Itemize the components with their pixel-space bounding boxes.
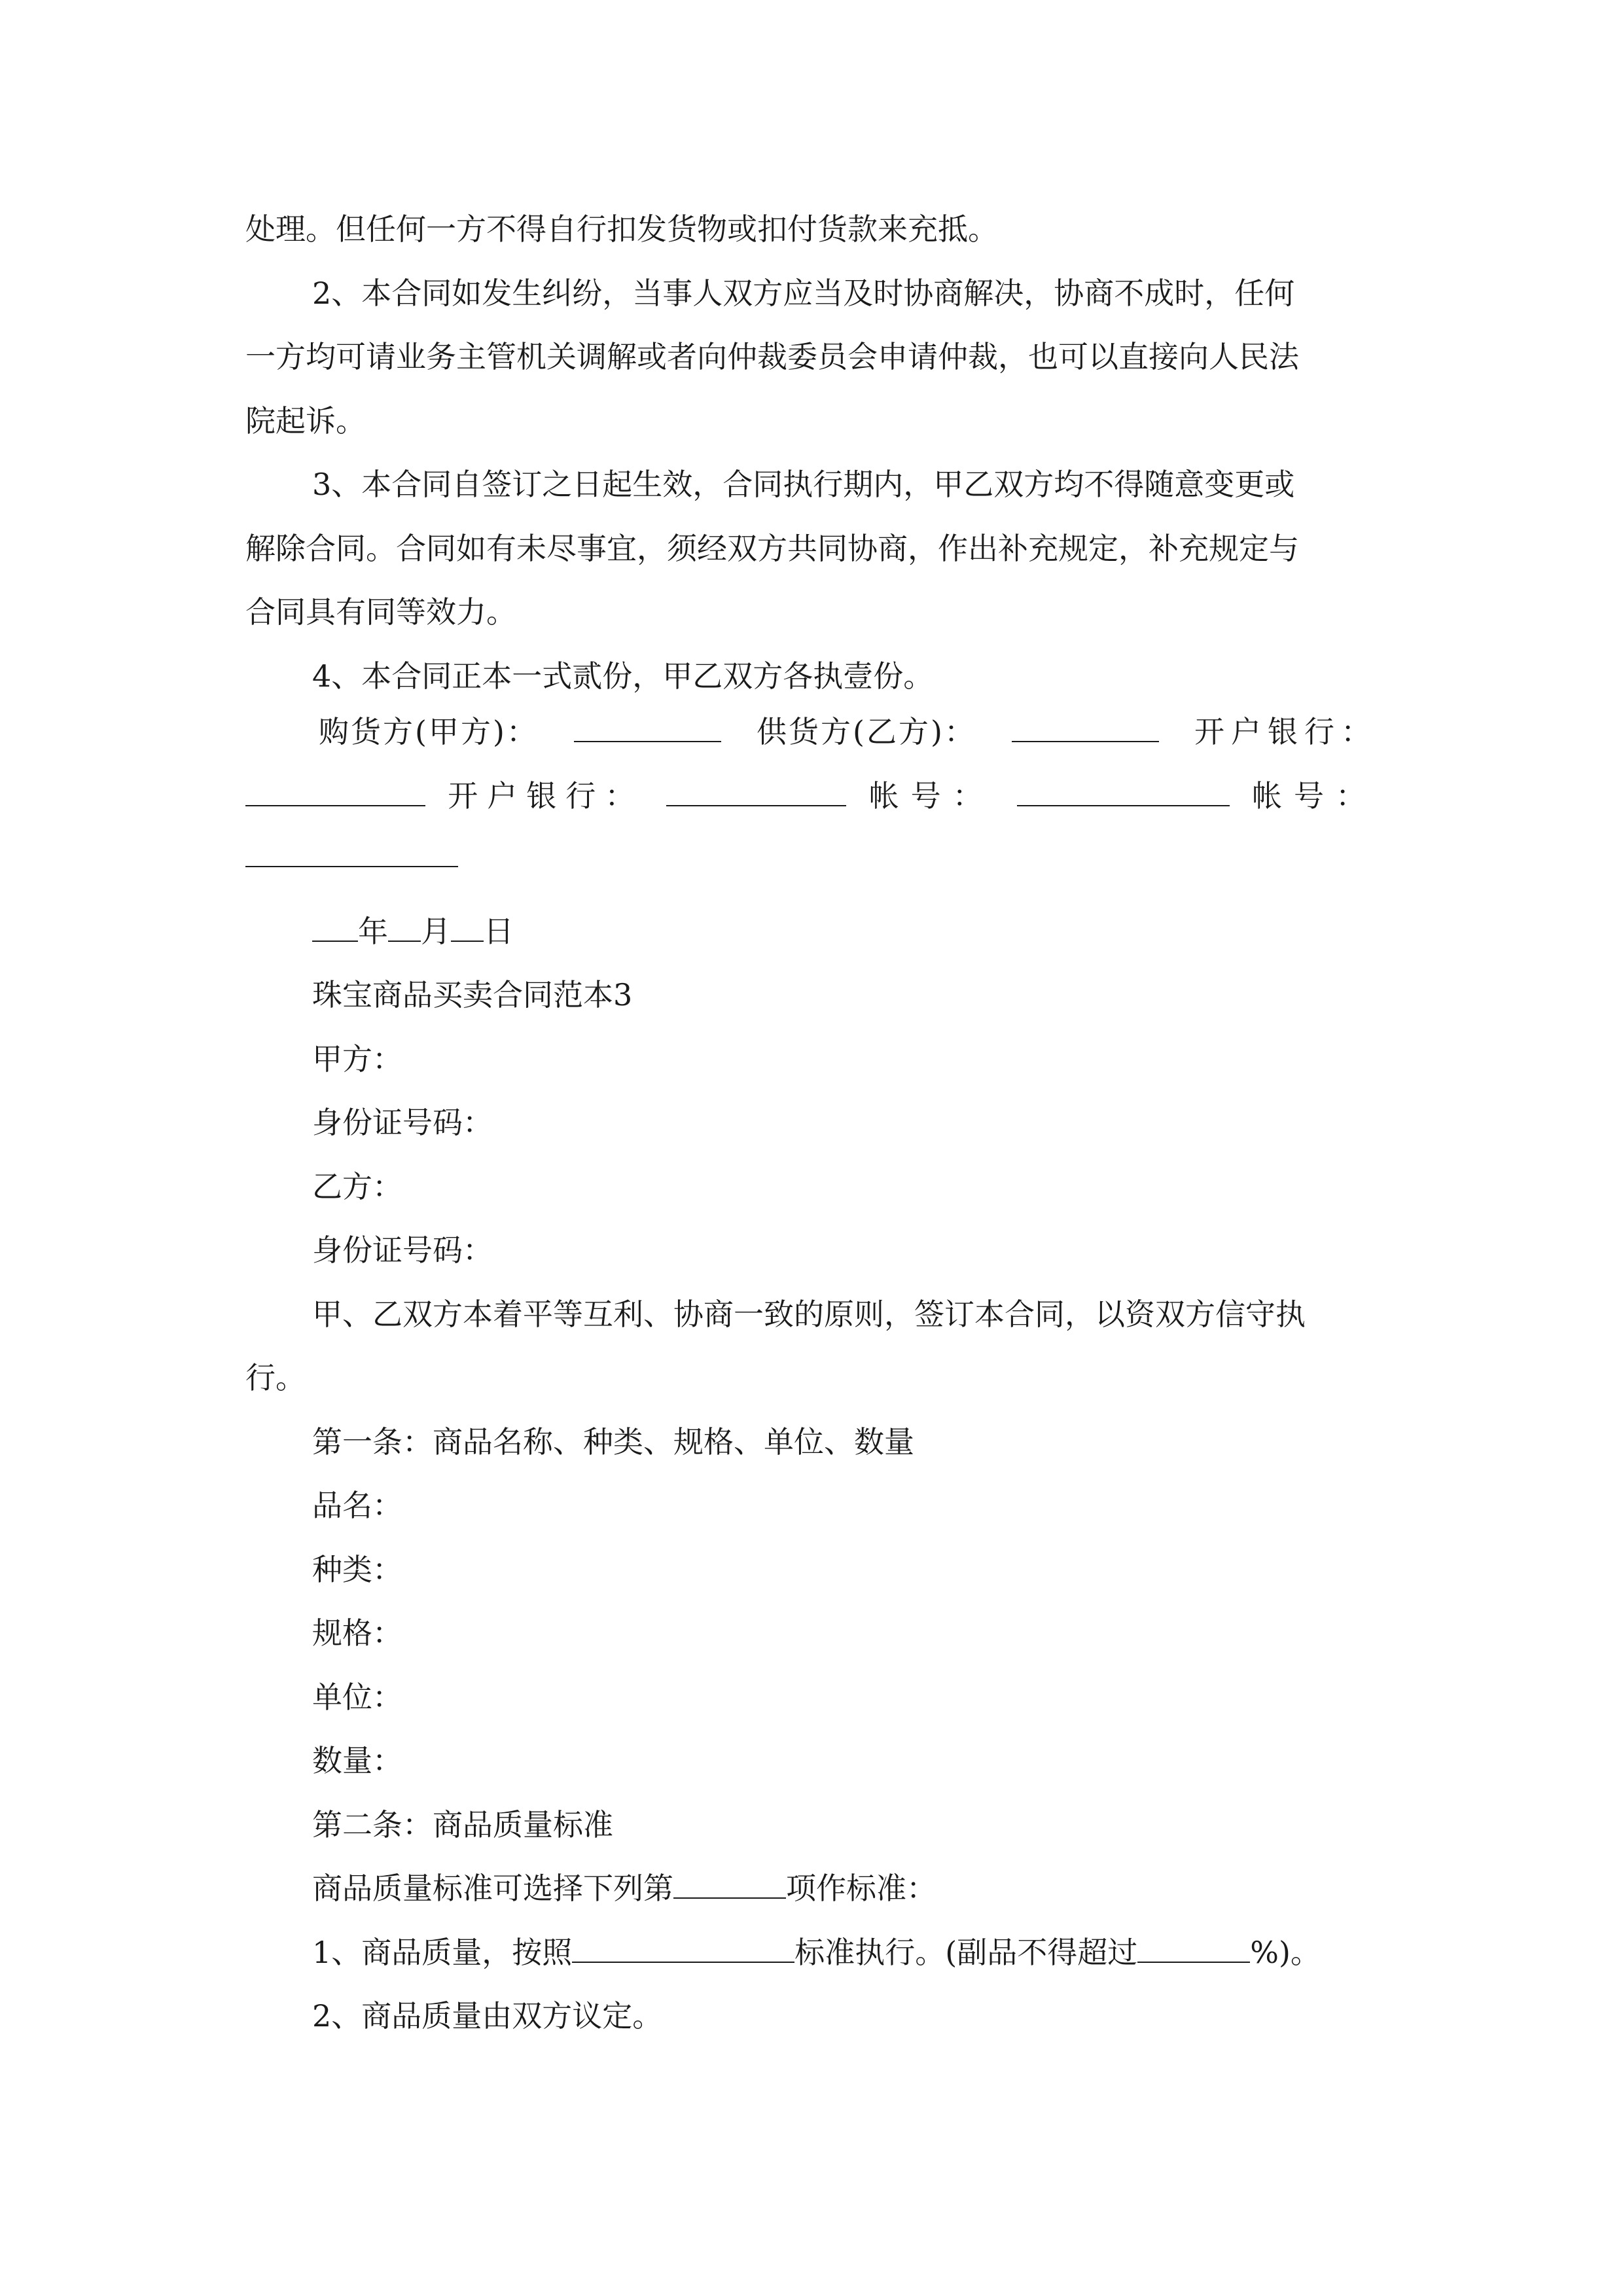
month-blank <box>388 910 421 942</box>
product-spec-label: 规格： <box>312 1615 402 1651</box>
account-label-2: 帐号： <box>1251 778 1378 814</box>
paragraph-line: 处理。但任何一方不得自行扣发货物或扣付货款来充抵。 <box>245 211 998 247</box>
contract-title: 珠宝商品买卖合同范本3 <box>312 977 633 1013</box>
year-label: 年 <box>358 913 388 949</box>
month-label: 月 <box>421 913 451 949</box>
bank-label-2: 开户银行： <box>448 778 645 814</box>
quality-clause-2: 2、商品质量由双方议定。 <box>312 1998 663 2034</box>
quality-clause-1 <box>245 1921 1378 1985</box>
bank-blank-1 <box>245 775 425 806</box>
clause-4-line: 4、本合同正本一式贰份，甲乙双方各执壹份。 <box>312 658 934 694</box>
standard-blank <box>572 1931 794 1963</box>
quality-clause-1-end: %)。 <box>1250 1934 1321 1970</box>
party-a-label: 甲方： <box>312 1041 402 1077</box>
buyer-label: 购货方(甲方)： <box>319 714 539 749</box>
quality-clause-1-mid: 标准执行。(副品不得超过 <box>794 1934 1138 1970</box>
quality-clause-1-text: 1、商品质量，按照 <box>312 1934 573 1970</box>
quality-standard-line <box>245 1857 1378 1921</box>
signature-row-3 <box>245 836 1378 900</box>
account-label-1: 帐号： <box>868 778 995 814</box>
account-blank-2 <box>245 836 458 867</box>
bank-blank-2 <box>666 775 846 806</box>
product-qty-label: 数量： <box>312 1743 402 1778</box>
party-b-id-label: 身份证号码： <box>312 1232 493 1268</box>
signature-row-1 <box>245 708 1378 772</box>
bank-label-1: 开户银行： <box>1194 714 1378 749</box>
clause-2-line: 2、本合同如发生纠纷，当事人双方应当及时协商解决，协商不成时，任何 <box>312 275 1295 311</box>
signature-row-2 <box>245 772 1378 836</box>
intro-line: 甲、乙双方本着平等互利、协商一致的原则，签订本合同，以资双方信守执 <box>312 1296 1306 1332</box>
party-a-id-label: 身份证号码： <box>312 1105 493 1140</box>
party-b-label: 乙方： <box>312 1168 402 1204</box>
date-line <box>245 900 1378 964</box>
buyer-blank <box>574 711 721 742</box>
supplier-label: 供货方(乙方)： <box>757 714 976 749</box>
product-unit-label: 单位： <box>312 1679 402 1715</box>
product-kind-label: 种类： <box>312 1551 402 1587</box>
day-label: 日 <box>484 913 514 949</box>
clause-3-line: 解除合同。合同如有未尽事宜，须经双方共同协商，作出补充规定，补充规定与 <box>245 530 1299 566</box>
article-1-heading: 第一条：商品名称、种类、规格、单位、数量 <box>312 1424 914 1460</box>
standard-item-blank <box>673 1867 786 1899</box>
percent-blank <box>1137 1931 1250 1963</box>
document-body <box>245 198 1378 2049</box>
article-2-heading: 第二条：商品质量标准 <box>312 1806 613 1842</box>
day-blank <box>451 910 484 942</box>
clause-3-line: 3、本合同自签订之日起生效，合同执行期内，甲乙双方均不得随意变更或 <box>312 467 1295 502</box>
product-name-label: 品名： <box>312 1488 402 1523</box>
intro-line: 行。 <box>245 1360 306 1395</box>
quality-standard-text: 商品质量标准可选择下列第 <box>312 1871 673 1906</box>
account-blank-1 <box>1017 775 1230 806</box>
clause-2-line: 一方均可请业务主管机关调解或者向仲裁委员会申请仲裁，也可以直接向人民法 <box>245 339 1299 374</box>
supplier-blank <box>1012 711 1159 742</box>
clause-3-line: 合同具有同等效力。 <box>245 594 516 630</box>
clause-2-line: 院起诉。 <box>245 403 366 439</box>
quality-standard-suffix: 项作标准： <box>786 1871 936 1906</box>
year-blank <box>312 910 358 942</box>
